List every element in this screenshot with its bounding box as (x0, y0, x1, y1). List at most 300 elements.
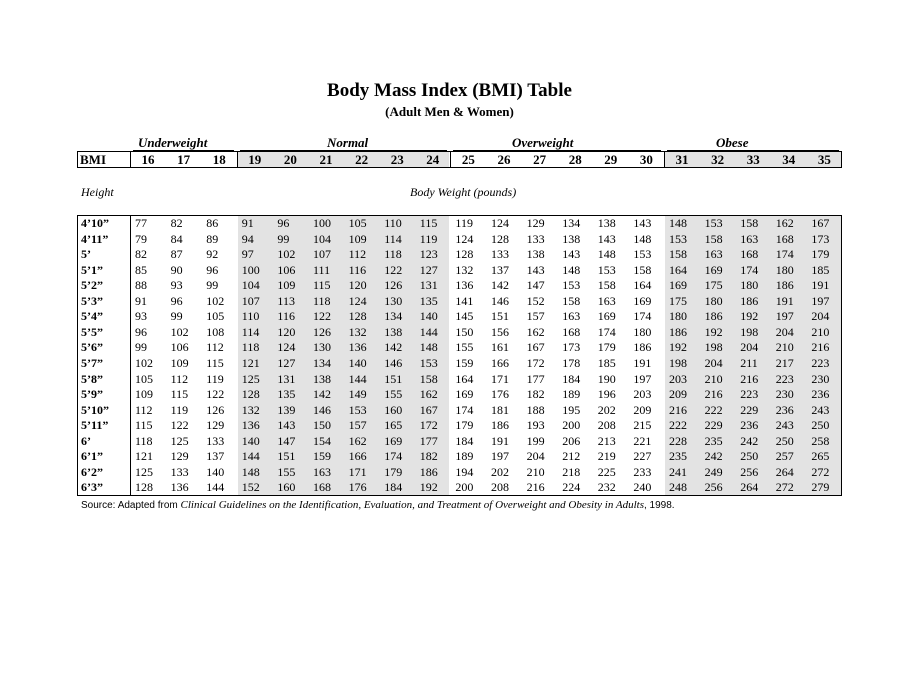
weight-cell: 135 (277, 387, 296, 402)
weight-cell: 176 (348, 480, 367, 495)
weight-cell: 192 (740, 309, 759, 324)
weight-cell: 118 (135, 433, 153, 448)
weight-cell: 152 (241, 480, 260, 495)
weight-cell: 90 (170, 262, 183, 277)
weight-cell: 99 (135, 340, 147, 355)
weight-cell: 129 (170, 449, 189, 464)
bmi-value: 17 (177, 152, 191, 167)
weight-cell: 133 (206, 433, 225, 448)
weight-cell: 169 (633, 293, 652, 308)
weight-cell: 143 (633, 216, 652, 230)
weight-cell: 147 (526, 278, 545, 293)
weight-cell: 264 (740, 480, 759, 495)
height-cell: 5’10” (81, 402, 109, 417)
weight-cell: 136 (241, 418, 260, 433)
weight-cell: 180 (704, 293, 723, 308)
weight-cell: 172 (526, 355, 545, 370)
weight-cell: 137 (491, 262, 509, 277)
weight-cell: 131 (277, 371, 296, 386)
weight-cell: 93 (170, 278, 183, 293)
weight-cell: 169 (704, 262, 723, 277)
weight-cell: 200 (562, 418, 581, 433)
weight-cell: 151 (384, 371, 403, 386)
weight-cell: 150 (313, 418, 331, 433)
weight-cell: 179 (455, 418, 474, 433)
bmi-divider (450, 151, 451, 168)
weight-cell: 168 (740, 247, 759, 262)
weight-cell: 105 (206, 309, 225, 324)
weight-cell: 132 (241, 402, 260, 417)
height-cell: 5’4” (81, 309, 103, 324)
weight-cell: 189 (562, 387, 581, 402)
weight-cell: 93 (135, 309, 147, 324)
bmi-value: 26 (497, 152, 511, 167)
weight-cell: 248 (669, 480, 687, 495)
weight-cell: 132 (348, 324, 367, 339)
weight-cell: 124 (277, 340, 296, 355)
weight-cell: 163 (313, 464, 331, 479)
bmi-value: 24 (426, 152, 440, 167)
weight-cell: 144 (206, 480, 225, 495)
weight-cell: 229 (740, 402, 759, 417)
weight-cell: 99 (277, 231, 290, 246)
weight-cell: 107 (241, 293, 260, 308)
weight-cell: 94 (241, 231, 254, 246)
weight-cell: 175 (669, 293, 687, 308)
weight-cell: 204 (811, 309, 830, 324)
weight-cell: 197 (491, 449, 509, 464)
weight-cell: 134 (313, 355, 331, 370)
weight-cell: 169 (455, 387, 474, 402)
weight-cell: 171 (491, 371, 509, 386)
weight-cell: 184 (455, 433, 474, 448)
weight-cell: 106 (170, 340, 189, 355)
weight-cell: 92 (206, 247, 219, 262)
weight-cell: 102 (170, 324, 189, 339)
category-normal: Normal (327, 135, 369, 150)
weight-cell: 99 (206, 278, 219, 293)
source-note (81, 499, 675, 511)
height-cell: 5’8” (81, 371, 103, 386)
weight-cell: 124 (491, 216, 509, 230)
weight-cell: 149 (348, 387, 367, 402)
weight-cell: 161 (491, 340, 509, 355)
weight-cell: 112 (170, 371, 189, 386)
weight-cell: 242 (740, 433, 759, 448)
bmi-value: 20 (283, 152, 297, 167)
weight-cell: 191 (775, 293, 794, 308)
weight-cell: 210 (526, 464, 545, 479)
weight-cell: 203 (633, 387, 652, 402)
weight-cell: 120 (348, 278, 367, 293)
weight-cell: 185 (811, 262, 830, 277)
weight-cell: 167 (811, 216, 830, 230)
weight-cell: 165 (384, 418, 403, 433)
weight-cell: 264 (775, 464, 794, 479)
bmi-value: 33 (746, 152, 760, 167)
weight-cell: 257 (775, 449, 794, 464)
weight-cell: 122 (313, 309, 331, 324)
weight-cell: 145 (455, 309, 474, 324)
height-cell: 5’7” (81, 355, 103, 370)
weight-cell: 153 (597, 262, 616, 277)
weight-cell: 204 (704, 355, 723, 370)
weight-cell: 236 (740, 418, 759, 433)
weight-cell: 119 (455, 216, 473, 230)
weight-cell: 179 (597, 340, 616, 355)
category-overweight: Overweight (512, 135, 574, 150)
weight-cell: 256 (740, 464, 759, 479)
weight-cell: 249 (704, 464, 723, 479)
weight-cell: 186 (669, 324, 687, 339)
bmi-value: 21 (319, 152, 333, 167)
weight-cell: 82 (170, 216, 183, 230)
weight-cell: 152 (526, 293, 545, 308)
weight-cell: 210 (811, 324, 830, 339)
weight-cell: 138 (384, 324, 403, 339)
bmi-value: 23 (390, 152, 404, 167)
weight-cell: 141 (455, 293, 474, 308)
weight-cell: 91 (135, 293, 147, 308)
weight-cell: 242 (704, 449, 723, 464)
weight-cell: 202 (491, 464, 509, 479)
weight-cell: 110 (241, 309, 260, 324)
weight-cell: 176 (491, 387, 509, 402)
weight-cell: 132 (455, 262, 474, 277)
weight-cell: 109 (348, 231, 367, 246)
weight-cell: 219 (597, 449, 616, 464)
weight-cell: 112 (206, 340, 224, 355)
bmi-divider (664, 151, 665, 168)
weight-cell: 142 (384, 340, 403, 355)
weight-cell: 153 (348, 402, 367, 417)
height-cell: 5’ (81, 247, 91, 262)
weight-cell: 136 (170, 480, 189, 495)
weight-cell: 182 (419, 449, 438, 464)
weight-cell: 115 (170, 387, 189, 402)
weight-cell: 163 (562, 309, 581, 324)
weight-cell: 178 (562, 355, 581, 370)
weight-cell: 124 (455, 231, 474, 246)
weight-cell: 186 (775, 278, 794, 293)
weight-cell: 133 (526, 231, 545, 246)
weight-cell: 133 (491, 247, 509, 262)
weight-cell: 118 (384, 247, 402, 262)
weight-cell: 128 (135, 480, 153, 495)
weight-cell: 180 (740, 278, 759, 293)
weight-cell: 203 (669, 371, 687, 386)
weight-cell: 216 (740, 371, 759, 386)
weight-cell: 130 (313, 340, 331, 355)
weight-cell: 119 (206, 371, 224, 386)
weight-cell: 143 (562, 247, 581, 262)
weight-cell: 171 (348, 464, 367, 479)
weight-cell: 125 (241, 371, 260, 386)
weight-cell: 174 (384, 449, 403, 464)
weight-cell: 258 (811, 433, 830, 448)
weight-cell: 96 (170, 293, 183, 308)
weight-cell: 113 (277, 293, 295, 308)
height-cell: 6’1” (81, 449, 103, 464)
height-cell: 5’9” (81, 387, 103, 402)
weight-cell: 146 (384, 355, 403, 370)
height-cell: 5’5” (81, 324, 103, 339)
weight-cell: 186 (740, 293, 759, 308)
weight-cell: 182 (526, 387, 545, 402)
weight-cell: 154 (313, 433, 331, 448)
weight-cell: 79 (135, 231, 147, 246)
weight-cell: 192 (669, 340, 687, 355)
weight-cell: 131 (419, 278, 438, 293)
weight-cell: 235 (704, 433, 723, 448)
weight-cell: 265 (811, 449, 830, 464)
weight-cell: 200 (455, 480, 474, 495)
weight-cell: 121 (241, 355, 260, 370)
bmi-value: 35 (817, 152, 831, 167)
weight-cell: 140 (348, 355, 367, 370)
weight-cell: 126 (384, 278, 403, 293)
weight-cell: 210 (704, 371, 723, 386)
body-weight-label: Body Weight (pounds) (410, 185, 517, 199)
weight-cell: 189 (455, 449, 474, 464)
weight-cell: 158 (597, 278, 616, 293)
weight-cell: 116 (277, 309, 295, 324)
weight-cell: 105 (135, 371, 153, 386)
bmi-value: 27 (533, 152, 547, 167)
weight-cell: 184 (384, 480, 403, 495)
weight-cell: 105 (348, 216, 367, 230)
weight-cell: 250 (740, 449, 759, 464)
weight-cell: 143 (526, 262, 545, 277)
weight-cell: 211 (740, 355, 758, 370)
weight-cell: 158 (562, 293, 581, 308)
weight-cell: 148 (241, 464, 260, 479)
weight-cell: 143 (277, 418, 296, 433)
weight-cell: 86 (206, 216, 219, 230)
weight-cell: 96 (206, 262, 219, 277)
weight-cell: 209 (633, 402, 652, 417)
weight-cell: 192 (419, 480, 438, 495)
weight-cell: 139 (277, 402, 296, 417)
weight-cell: 233 (633, 464, 652, 479)
weight-cell: 163 (704, 247, 723, 262)
weight-cell: 143 (597, 231, 616, 246)
weight-cell: 228 (669, 433, 687, 448)
bmi-divider (237, 151, 238, 168)
weight-cell: 224 (562, 480, 581, 495)
weight-cell: 121 (135, 449, 153, 464)
weight-cell: 188 (526, 402, 545, 417)
weight-cell: 184 (562, 371, 581, 386)
weight-cell: 223 (775, 371, 794, 386)
weight-cell: 216 (811, 340, 830, 355)
weight-cell: 166 (348, 449, 367, 464)
height-divider (130, 215, 131, 496)
weight-cell: 162 (526, 324, 545, 339)
weight-cell: 157 (348, 418, 367, 433)
weight-cell: 136 (455, 278, 474, 293)
weight-cell: 164 (455, 371, 474, 386)
weight-cell: 112 (135, 402, 153, 417)
weight-cell: 115 (419, 216, 438, 230)
weight-cell: 223 (811, 355, 830, 370)
weight-cell: 119 (419, 231, 438, 246)
weight-cell: 163 (740, 231, 759, 246)
weight-cell: 122 (384, 262, 403, 277)
weight-cell: 148 (597, 247, 616, 262)
weight-cell: 82 (135, 247, 147, 262)
height-cell: 5’2” (81, 278, 103, 293)
weight-cell: 175 (704, 278, 723, 293)
height-cell: 4’10” (81, 216, 109, 230)
weight-cell: 158 (669, 247, 687, 262)
page-title: Body Mass Index (BMI) Table (327, 80, 572, 101)
weight-cell: 167 (419, 402, 438, 417)
weight-cell: 107 (313, 247, 331, 262)
weight-cell: 250 (775, 433, 794, 448)
weight-cell: 102 (135, 355, 153, 370)
height-cell: 4’11” (81, 231, 109, 246)
weight-cell: 138 (597, 216, 616, 230)
page-subtitle: (Adult Men & Women) (385, 104, 514, 119)
weight-cell: 130 (384, 293, 403, 308)
weight-cell: 128 (455, 247, 474, 262)
weight-cell: 216 (704, 387, 723, 402)
weight-cell: 109 (135, 387, 153, 402)
bmi-value: 34 (782, 152, 796, 167)
weight-cell: 213 (597, 433, 616, 448)
weight-cell: 85 (135, 262, 147, 277)
weight-cell: 198 (704, 340, 723, 355)
weight-cell: 87 (170, 247, 183, 262)
weight-cell: 174 (740, 262, 759, 277)
weight-cell: 190 (597, 371, 616, 386)
weight-cell: 168 (775, 231, 794, 246)
weight-cell: 104 (313, 231, 331, 246)
weight-cell: 126 (206, 402, 225, 417)
weight-cell: 174 (597, 324, 616, 339)
bmi-label: BMI (80, 152, 106, 167)
weight-cell: 155 (384, 387, 403, 402)
weight-cell: 126 (313, 324, 331, 339)
bmi-value: 18 (212, 152, 226, 167)
weight-cell: 148 (419, 340, 438, 355)
weight-cell: 108 (206, 324, 225, 339)
bmi-value: 30 (639, 152, 653, 167)
weight-cell: 236 (775, 402, 794, 417)
weight-cell: 179 (811, 247, 830, 262)
weight-cell: 140 (206, 464, 225, 479)
bmi-value: 19 (248, 152, 262, 167)
weight-cell: 127 (277, 355, 296, 370)
weight-cell: 222 (704, 402, 723, 417)
weight-cell: 191 (491, 433, 509, 448)
weight-cell: 134 (562, 216, 581, 230)
weight-cell: 212 (562, 449, 581, 464)
height-cell: 5’1” (81, 262, 103, 277)
weight-cell: 151 (277, 449, 296, 464)
weight-cell: 159 (455, 355, 474, 370)
weight-cell: 195 (562, 402, 581, 417)
weight-cell: 197 (811, 293, 830, 308)
weight-cell: 222 (669, 418, 687, 433)
category-obese: Obese (716, 135, 749, 150)
weight-cell: 114 (384, 231, 402, 246)
height-cell: 5’6” (81, 340, 103, 355)
bmi-value: 22 (355, 152, 369, 167)
weight-cell: 218 (562, 464, 581, 479)
weight-cell: 133 (170, 464, 189, 479)
weight-cell: 118 (241, 340, 260, 355)
weight-cell: 109 (277, 278, 296, 293)
weight-cell: 115 (206, 355, 224, 370)
weight-cell: 221 (633, 433, 652, 448)
weight-cell: 216 (669, 402, 687, 417)
weight-cell: 204 (526, 449, 545, 464)
weight-cell: 115 (313, 278, 331, 293)
weight-cell: 206 (562, 433, 581, 448)
weight-cell: 89 (206, 231, 219, 246)
weight-cell: 116 (348, 262, 367, 277)
weight-cell: 166 (491, 355, 509, 370)
height-cell: 5’3” (81, 293, 103, 308)
weight-cell: 217 (775, 355, 794, 370)
weight-cell: 198 (740, 324, 759, 339)
weight-cell: 169 (384, 433, 403, 448)
weight-cell: 227 (633, 449, 652, 464)
weight-cell: 96 (135, 324, 147, 339)
weight-cell: 173 (811, 231, 830, 246)
weight-cell: 153 (419, 355, 438, 370)
weight-cell: 197 (775, 309, 794, 324)
weight-cell: 162 (348, 433, 367, 448)
weight-cell: 151 (491, 309, 509, 324)
weight-cell: 129 (206, 418, 225, 433)
weight-cell: 118 (313, 293, 331, 308)
weight-cell: 88 (135, 278, 147, 293)
weight-cell: 110 (384, 216, 402, 230)
weight-cell: 158 (419, 371, 438, 386)
weight-cell: 194 (455, 464, 474, 479)
weight-cell: 169 (669, 278, 687, 293)
bmi-value: 25 (461, 152, 475, 167)
weight-cell: 144 (348, 371, 367, 386)
weight-cell: 186 (704, 309, 723, 324)
weight-cell: 104 (241, 278, 260, 293)
weight-cell: 129 (526, 216, 545, 230)
weight-cell: 102 (277, 247, 296, 262)
weight-cell: 241 (669, 464, 687, 479)
weight-cell: 153 (562, 278, 581, 293)
weight-cell: 230 (775, 387, 794, 402)
weight-cell: 162 (419, 387, 438, 402)
weight-cell: 159 (313, 449, 331, 464)
weight-cell: 210 (775, 340, 794, 355)
weight-cell: 230 (811, 371, 830, 386)
weight-cell: 122 (206, 387, 225, 402)
weight-cell: 125 (170, 433, 189, 448)
weight-cell: 172 (419, 418, 438, 433)
weight-cell: 199 (526, 433, 545, 448)
weight-cell: 174 (633, 309, 652, 324)
weight-cell: 185 (597, 355, 616, 370)
weight-cell: 196 (597, 387, 616, 402)
weight-cell: 216 (526, 480, 545, 495)
weight-cell: 243 (811, 402, 830, 417)
weight-cell: 127 (419, 262, 438, 277)
weight-cell: 77 (135, 216, 147, 230)
weight-cell: 158 (740, 216, 759, 230)
